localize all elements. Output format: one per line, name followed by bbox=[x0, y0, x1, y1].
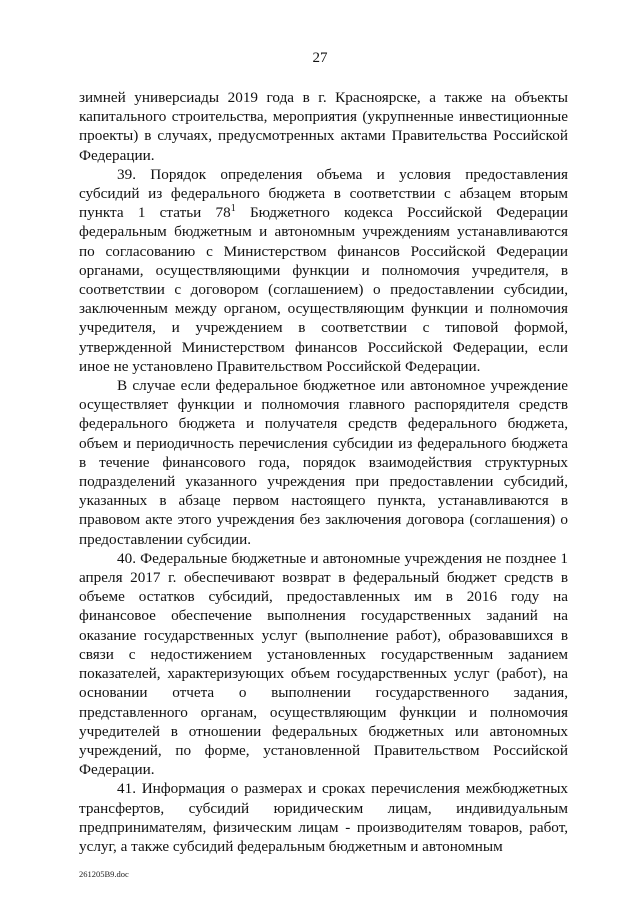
article-superscript: 1 bbox=[230, 203, 236, 215]
document-body bbox=[79, 88, 568, 856]
clause-39-text-start: 39. Порядок определения объема и условия предоставления субсидий из федерального бюджета в соответствии с абзацем вторым пункта 1 статьи 78 bbox=[79, 165, 568, 222]
page-number: 27 bbox=[312, 50, 328, 66]
paragraph-clause-39 bbox=[79, 165, 568, 376]
paragraph-clause-40: 40. Федеральные бюджетные и автономные учреждения не позднее 1 апреля 2017 г. обеспечивают возврат в федеральный бюджет средств в объеме остатков субсидий, предоставленных им в 2016 году на финансовое обеспечение выполнения государственных заданий на оказание государственных услуг (выполнение работ), образовавшихся в связи с недостижением установленных государственным заданием показателей, характеризующих объем государственных услуг (работ), на основании отчета о выполнении государственного задания, представленного органам, осуществляющим функции и полномочия учредителей в отношении федеральных бюджетных или автономных учреждений, по форме, установленной Правительством Российской Федерации. bbox=[79, 549, 568, 779]
footer-file-code: 261205B9.doc bbox=[79, 869, 129, 879]
paragraph-clause-41: 41. Информация о размерах и сроках перечисления межбюджетных трансфертов, субсидий юридическим лицам, индивидуальным предпринимателям, физическим лицам - производителям товаров, работ, услуг, а также субсидий федеральным бюджетным и автономным bbox=[79, 780, 568, 855]
paragraph-clause-39-note: В случае если федеральное бюджетное или автономное учреждение осуществляет функции и полномочия главного распорядителя средств федерального бюджета и получателя средств федерального бюджета, объем и периодичность перечисления субсидии из федерального бюджета в течение финансового года, порядок взаимодействия структурных подразделений указанного учреждения при предоставлении субсидий, указанных в абзаце первом настоящего пункта, устанавливаются в правовом акте этого учреждения без заключения договора (соглашения) о предоставлении субсидии. bbox=[79, 377, 568, 548]
clause-39-text-end: Бюджетного кодекса Российской Федерации федеральным бюджетным и автономным учреждениям устанавливаются по согласованию с Министерством финансов Российской Федерации органами, осуществляющими функции и полномочия учредителя, в соответствии с договором (соглашением) о предоставлении субсидии, заключенным между органом, осуществляющим функции и полномочия учредителя, и учреждением в соответствии с типовой формой, утвержденной Министерством финансов Российской Федерации, если иное не установлено Правительством Российской Федерации. bbox=[79, 204, 568, 375]
paragraph-continuation: зимней универсиады 2019 года в г. Красноярске, а также на объекты капитального строительства, мероприятия (укрупненные инвестиционные проекты) в случаях, предусмотренных актами Правительства Российской Федерации. bbox=[79, 89, 568, 164]
